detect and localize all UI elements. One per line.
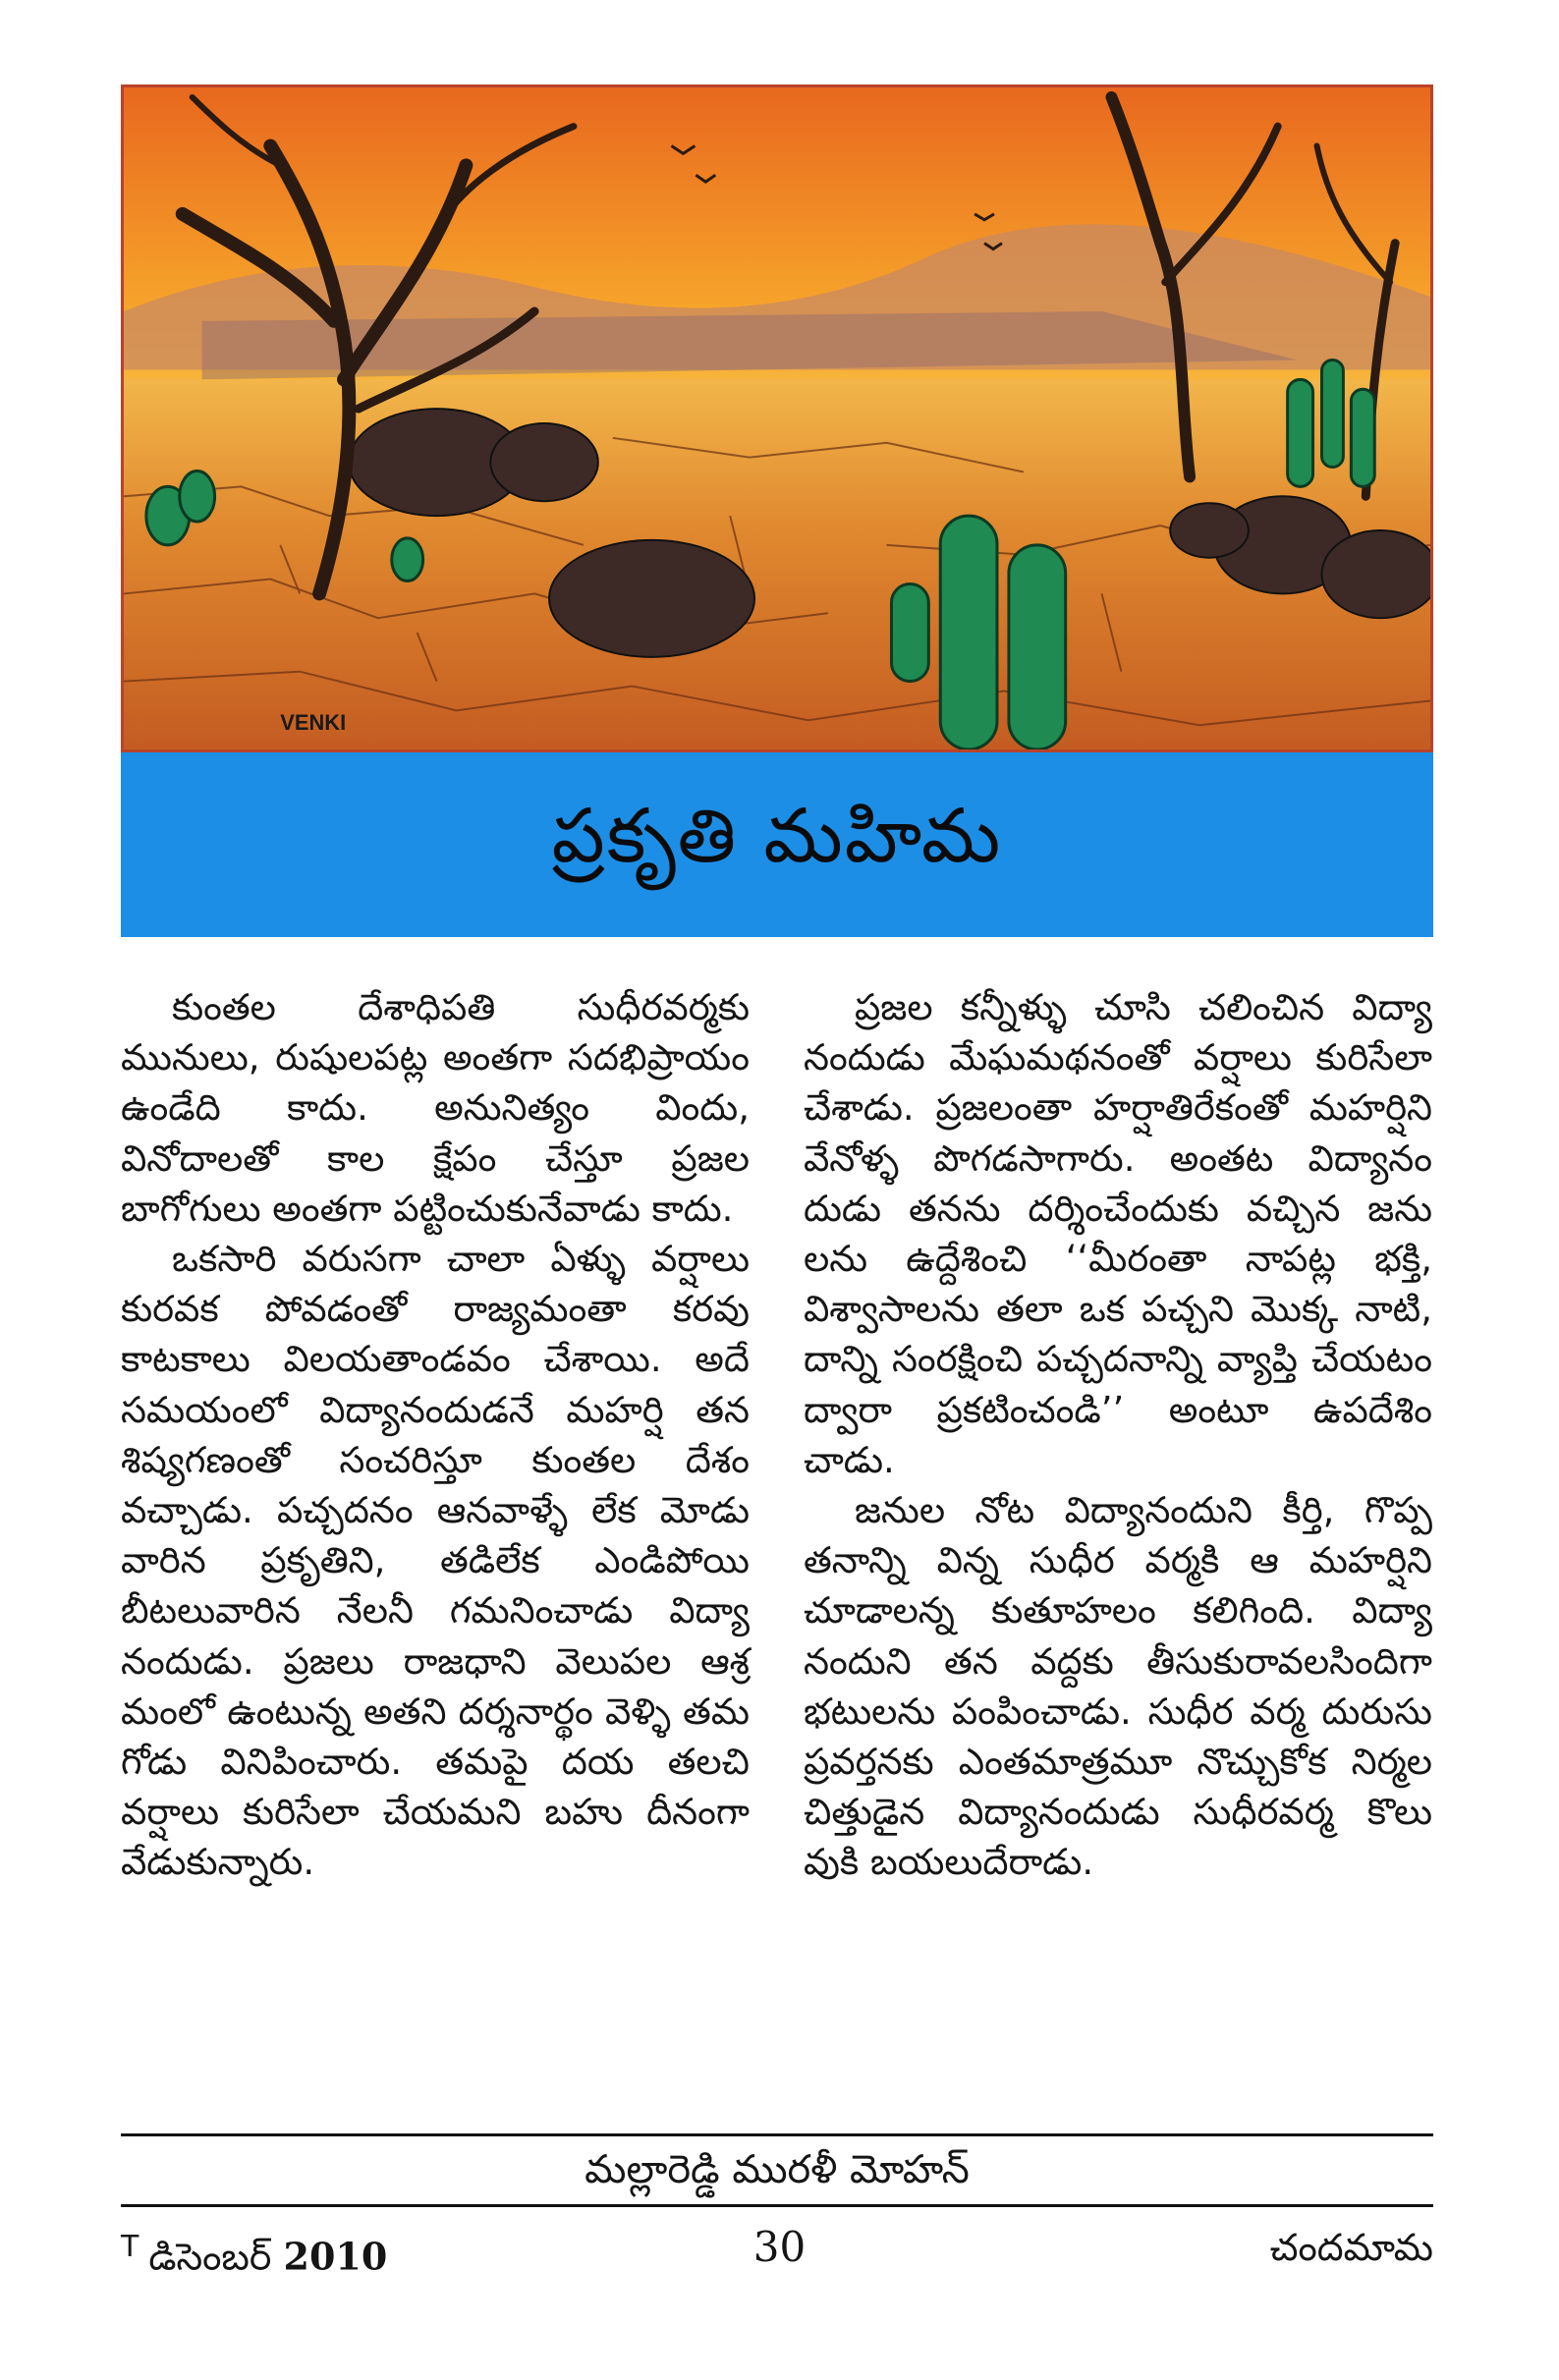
- left-paragraph-1: కుంతల దేశాధిపతి సుధీరవర్మకు మునులు, రుషులపట్ల అంతగా సదభిప్రాయం ఉండేది కాదు. అనునిత్యం విందు, వినోదాలతో కాల క్షేపం చేస్తూ ప్రజల బాగోగులు అంతగా పట్టించుకునేవాడు కాదు.: [121, 986, 750, 1230]
- footer-mark: T: [121, 2230, 139, 2264]
- author-bottom-rule: [121, 2204, 1433, 2207]
- artist-signature: VENKI: [280, 710, 347, 736]
- footer-month: డిసెంబర్: [148, 2235, 272, 2279]
- page-number: 30: [752, 2223, 807, 2271]
- author-top-rule: [121, 2133, 1433, 2136]
- story-title: ప్రకృతి మహిమ: [551, 792, 1003, 879]
- left-paragraph-2: ఒకసారి వరుసగా చాలా ఏళ్ళు వర్షాలు కురవక పోవడంతో రాజ్యమంతా కరవు కాటకాలు విలయతాండవం చేశాయి. అదే సమయంలో విద్యానందుడనే మహర్షి తన శిష్యగణంతో సంచరిస్తూ కుంతల దేశం వచ్చాడు. పచ్చదనం ఆనవాళ్ళే లేక మోడు వారిన ప్రకృతిని, తడిలేక ఎండిపోయి బీటలువారిన నేలనీ గమనించాడు విద్యా నందుడు. ప్రజలు రాజధాని వెలుపల ఆశ్ర మంలో ఉంటున్న అతని దర్శనార్థం వెళ్ళి తమ గోడు వినిపించారు. తమపై దయ తలచి వర్షాలు కురిసేలా చేయమని బహు దీనంగా వేడుకున్నారు.: [121, 1238, 750, 1884]
- right-paragraph-1: ప్రజల కన్నీళ్ళు చూసి చలించిన విద్యా నందుడు మేఘమథనంతో వర్షాలు కురిసేలా చేశాడు. ప్రజలంతా హర్షాతిరేకంతో మహర్షిని వేనోళ్ళ పొగడసాగారు. అంతట విద్యానం దుడు తనను దర్శించేందుకు వచ్చిన జను లను ఉద్దేశించి ‘‘మీరంతా నాపట్ల భక్తి, విశ్వాసాలను తలా ఒక పచ్చని మొక్క నాటి, దాన్ని సంరక్షించి పచ్చదనాన్ని వ్యాప్తి చేయటం ద్వారా ప్రకటించండి’’ అంటూ ఉపదేశిం చాడు.: [804, 986, 1432, 1481]
- right-paragraph-2: జనుల నోట విద్యానందుని కీర్తి, గొప్ప తనాన్ని విన్న సుధీర వర్మకి ఆ మహర్షిని చూడాలన్న కుతూహలం కలిగింది. విద్యా నందుని తన వద్దకు తీసుకురావలసిందిగా భటులను పంపించాడు. సుధీర వర్మ దురుసు ప్రవర్తనకు ఎంతమాత్రమూ నొచ్చుకోక నిర్మల చిత్తుడైన విద్యానందుడు సుధీరవర్మ కొలు వుకి బయలుదేరాడు.: [804, 1489, 1432, 1884]
- left-column: [121, 982, 750, 1888]
- title-band: [121, 752, 1433, 937]
- author-name: మల్లారెడ్డి మురళీ మోహన్: [585, 2147, 970, 2192]
- desert-landscape-illustration: [124, 87, 1430, 749]
- footer-year: 2010: [283, 2234, 388, 2279]
- story-illustration: [121, 84, 1433, 752]
- magazine-name: చందమామ: [1269, 2226, 1433, 2269]
- right-column: [804, 982, 1432, 1888]
